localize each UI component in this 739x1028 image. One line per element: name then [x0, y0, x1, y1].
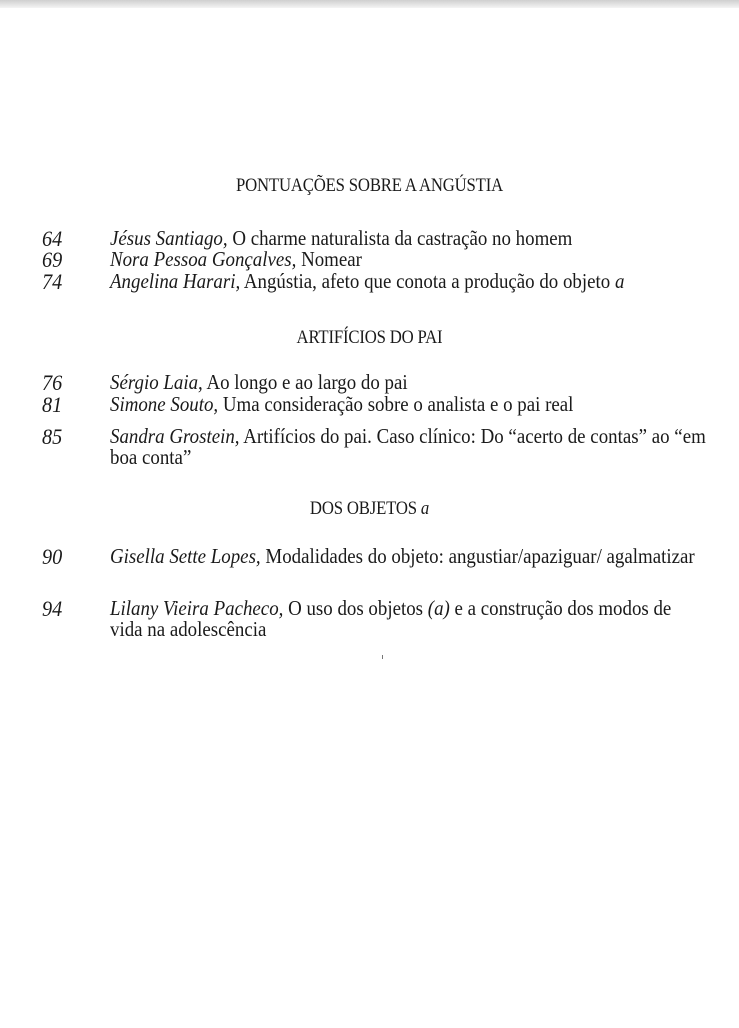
entry-title: Ao longo e ao largo do pai [202, 370, 408, 394]
entry-text [110, 372, 704, 393]
entry-author: Angelina Harari, [110, 269, 241, 293]
scan-speck [382, 655, 383, 659]
entry-title: Artifícios do pai. Caso clínico: Do “acerto de contas” ao “em boa conta” [110, 424, 706, 469]
section-heading-artificios [44, 327, 694, 349]
page-number: 90 [42, 544, 63, 569]
entry-text [110, 426, 706, 468]
entry-author: Lilany Vieira Pacheco, [110, 596, 284, 620]
entry-author: Gisella Sette Lopes, [110, 544, 261, 568]
entry-text [110, 228, 704, 249]
entry-title: Modalidades do objeto: angustiar/apaziguar/ agalmatizar [260, 544, 695, 568]
entry-text [110, 546, 706, 567]
page-number: 81 [42, 392, 63, 417]
entry-title: Nomear [296, 247, 362, 271]
section-heading-suffix: a [420, 498, 430, 519]
section-heading-pontuacoes [44, 175, 694, 197]
page-number: 85 [42, 424, 63, 449]
entry-title-post: e a construção dos modos de vida na adolescência [110, 596, 672, 641]
entry-author: Sérgio Laia, [110, 370, 203, 394]
entry-title-mid: (a) [427, 596, 450, 620]
page-number: 94 [42, 596, 63, 621]
entry-author: Simone Souto, [110, 392, 219, 416]
entry-title-suffix: a [614, 269, 625, 293]
entry-author: Jésus Santiago, [110, 226, 228, 250]
page-number: 74 [42, 269, 63, 294]
page-number: 76 [42, 370, 63, 395]
entry-title-pre: O uso dos objetos [283, 596, 428, 620]
section-heading-objetos [44, 498, 694, 520]
entry-title: Angústia, afeto que conota a produção do objeto [240, 269, 615, 293]
entry-title: O charme naturalista da castração no homem [227, 226, 573, 250]
entry-text [110, 271, 704, 292]
section-heading-text: PONTUAÇÕES SOBRE A ANGÚSTIA [236, 175, 503, 196]
page-number: 64 [42, 226, 63, 251]
page-number: 69 [42, 247, 63, 272]
entry-title: Uma consideração sobre o analista e o pai real [218, 392, 574, 416]
entry-author: Sandra Grostein, [110, 424, 240, 448]
entry-author: Nora Pessoa Gonçalves, [110, 247, 297, 271]
entry-text [110, 394, 704, 415]
section-heading-text: DOS OBJETOS [309, 498, 421, 519]
entry-text [110, 249, 704, 270]
section-heading-text: ARTIFÍCIOS DO PAI [296, 327, 443, 348]
entry-text [110, 598, 706, 640]
